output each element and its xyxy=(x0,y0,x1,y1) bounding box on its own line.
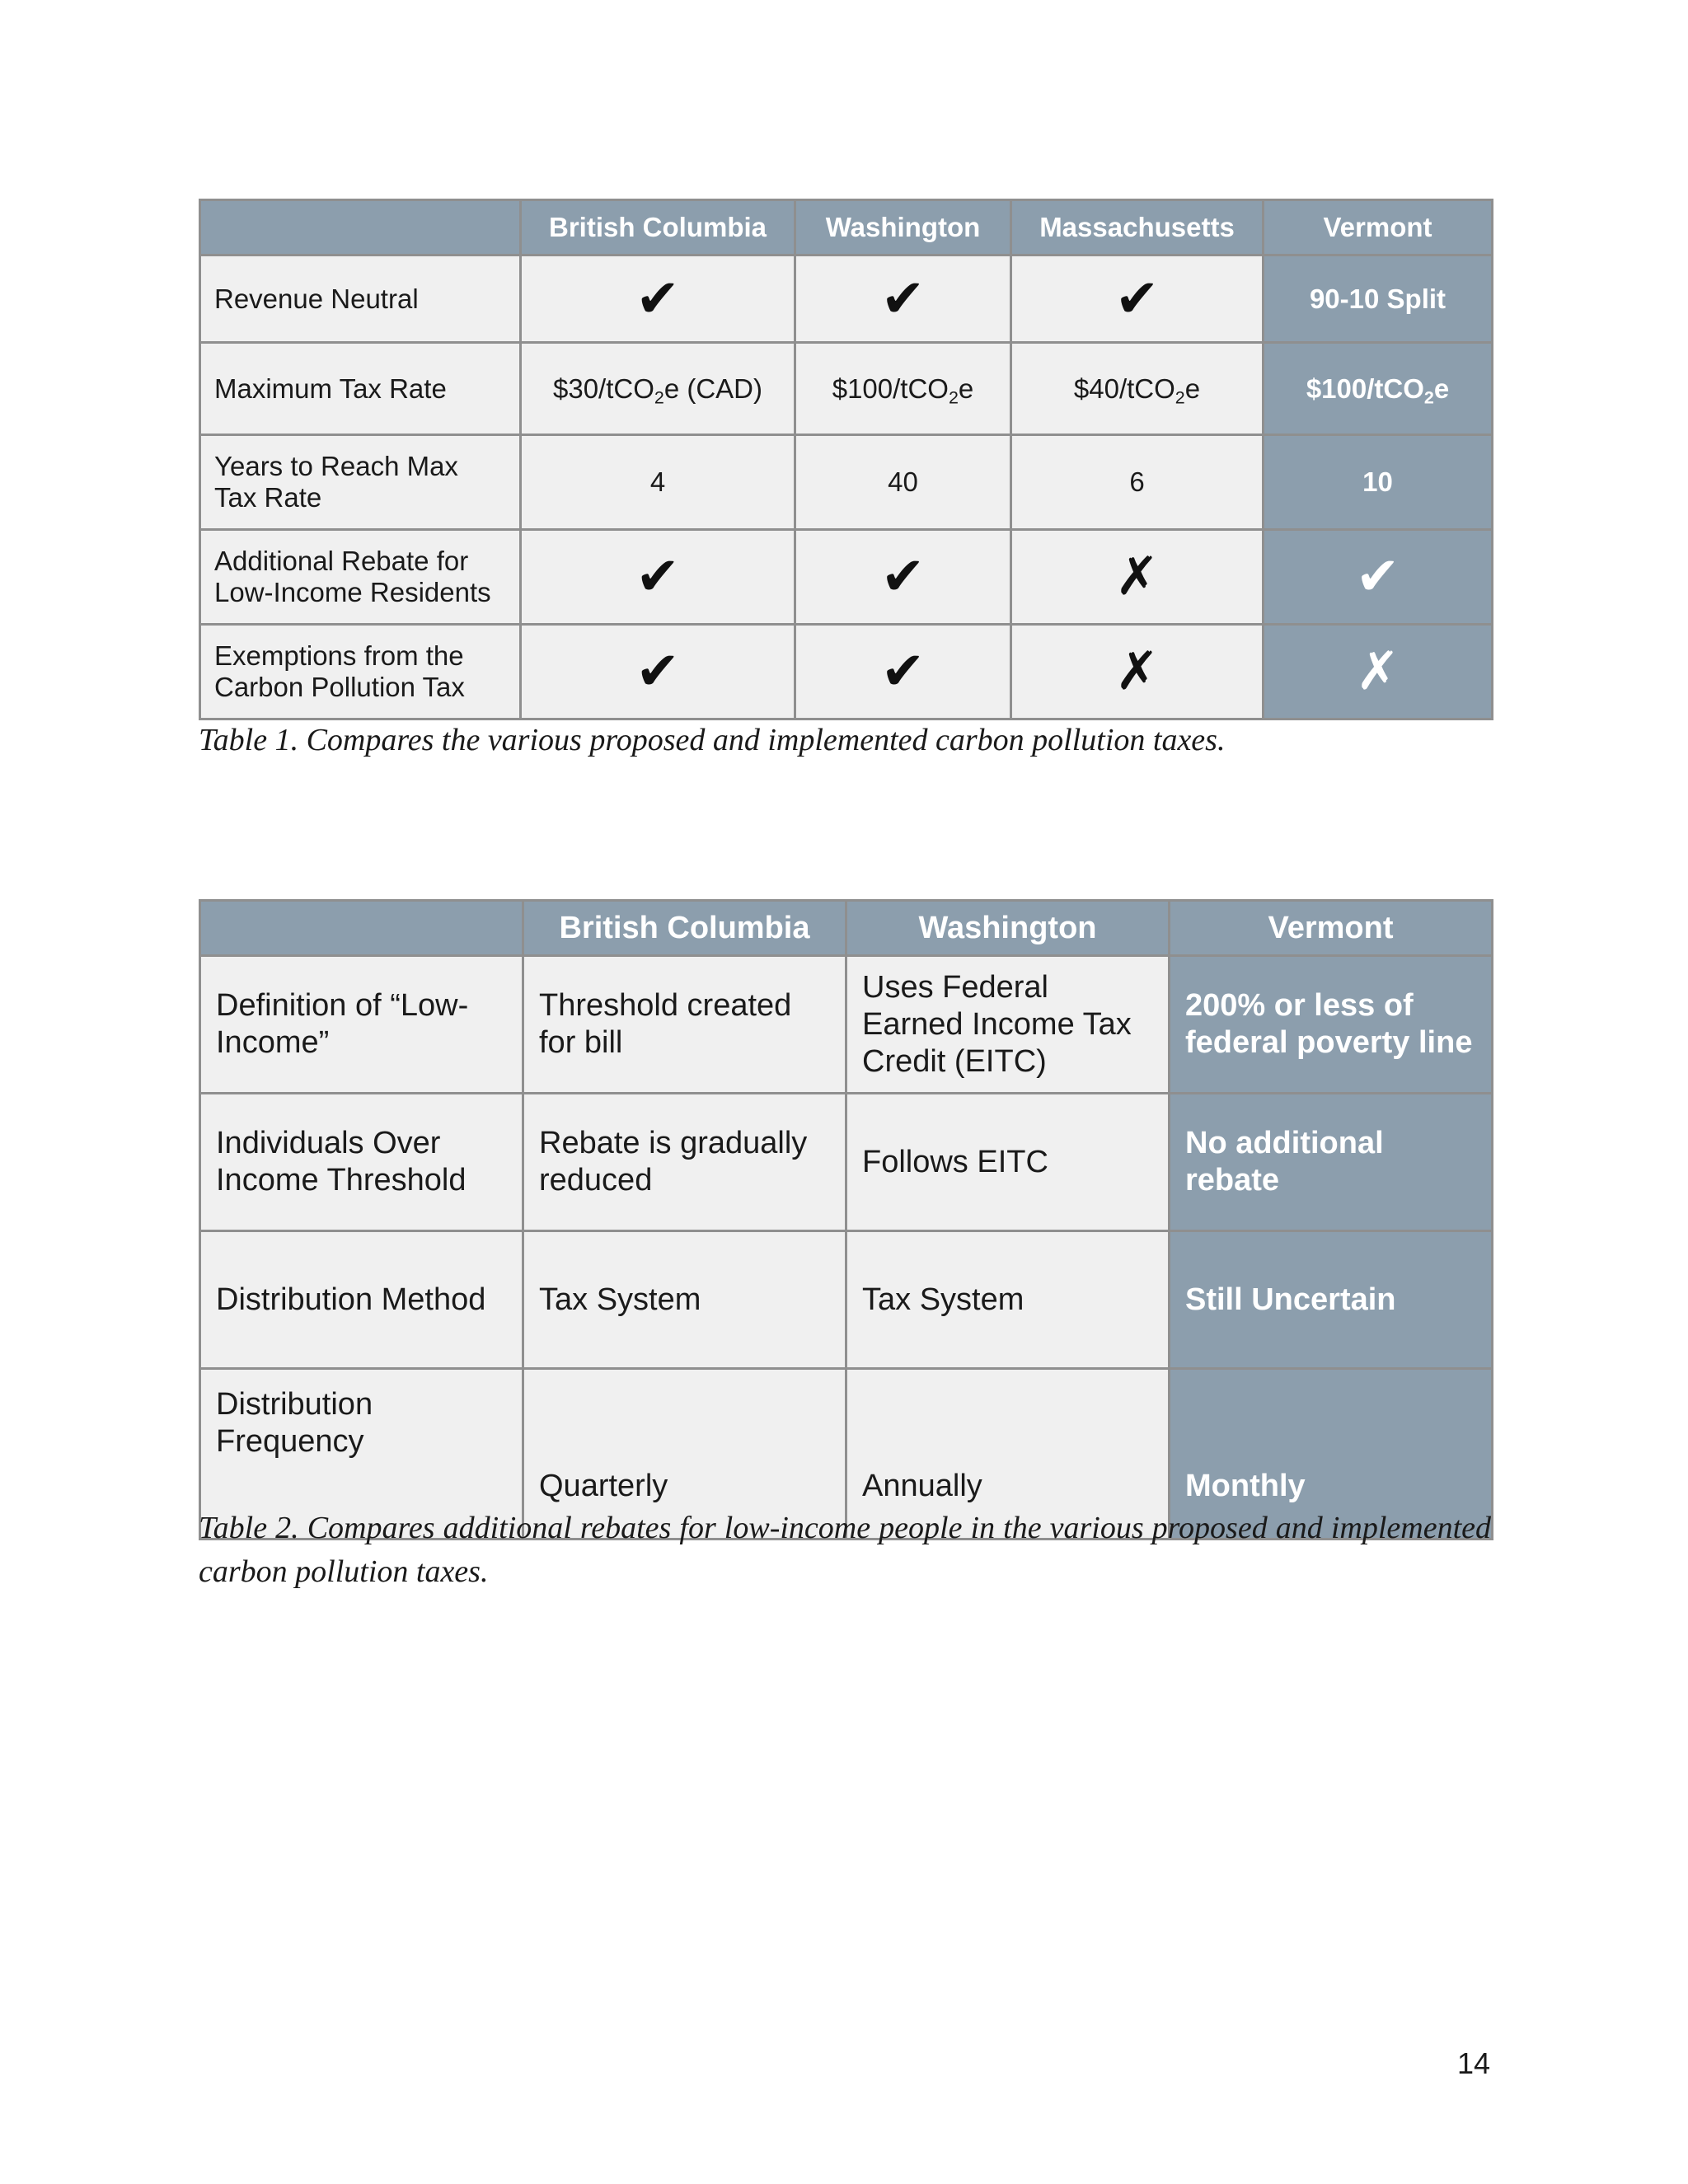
row-label: Definition of “Low- Income” xyxy=(200,956,523,1094)
cell-vermont: 200% or less of federal poverty line xyxy=(1170,956,1493,1094)
cell-massachusetts: 6 xyxy=(1011,435,1264,530)
row-label: Distribution Method xyxy=(200,1231,523,1369)
cell-british-columbia xyxy=(521,255,795,343)
table-row xyxy=(200,255,1493,343)
table-header-row xyxy=(200,901,1493,956)
checkmark-icon: ✔ xyxy=(635,546,680,607)
cell-washington xyxy=(795,530,1011,625)
low-income-rebate-table xyxy=(199,899,1493,1540)
table-row xyxy=(200,956,1493,1094)
cell-vermont: No additional rebate xyxy=(1170,1094,1493,1231)
checkmark-icon: ✔ xyxy=(880,641,926,702)
cell-british-columbia: Threshold created for bill xyxy=(523,956,846,1094)
checkmark-icon: ✔ xyxy=(635,268,680,330)
cell-washington xyxy=(795,255,1011,343)
cell-vermont: Still Uncertain xyxy=(1170,1231,1493,1369)
cell-vermont xyxy=(1264,625,1493,719)
row-label: Exemptions from the Carbon Pollution Tax xyxy=(200,625,521,719)
row-label: Distribution Frequency xyxy=(200,1369,523,1540)
cell-washington: Uses Federal Earned Income Tax Credit (EITC) xyxy=(846,956,1170,1094)
cell-british-columbia: 4 xyxy=(521,435,795,530)
cell-british-columbia: $30/tCO$_2$e (CAD) xyxy=(521,343,795,435)
checkmark-icon: ✔ xyxy=(1355,546,1400,607)
cell-vermont xyxy=(1264,530,1493,625)
cell-vermont: 10 xyxy=(1264,435,1493,530)
cell-british-columbia: Rebate is gradually reduced xyxy=(523,1094,846,1231)
cell-massachusetts: $40/tCO$_2$e xyxy=(1011,343,1264,435)
carbon-tax-comparison-table xyxy=(199,199,1493,720)
cell-british-columbia xyxy=(521,530,795,625)
cross-icon: ✗ xyxy=(1355,641,1400,702)
cell-massachusetts xyxy=(1011,530,1264,625)
table-row xyxy=(200,530,1493,625)
cell-washington: 40 xyxy=(795,435,1011,530)
table-1-caption: Table 1. Compares the various proposed and implemented carbon pollution taxes. xyxy=(199,723,1226,757)
cell-washington: Follows EITC xyxy=(846,1094,1170,1231)
row-label: Additional Rebate for Low-Income Residents xyxy=(200,530,521,625)
checkmark-icon: ✔ xyxy=(880,268,926,330)
cell-british-columbia xyxy=(521,625,795,719)
cell-massachusetts xyxy=(1011,255,1264,343)
header-british-columbia: British Columbia xyxy=(521,200,795,255)
checkmark-icon: ✔ xyxy=(880,546,926,607)
header-washington: Washington xyxy=(846,901,1170,956)
header-vermont: Vermont xyxy=(1170,901,1493,956)
table-row xyxy=(200,343,1493,435)
page-number: 14 xyxy=(1456,2046,1490,2080)
cell-vermont: Monthly xyxy=(1170,1369,1493,1540)
row-label: Revenue Neutral xyxy=(200,255,521,343)
header-british-columbia: British Columbia xyxy=(523,901,846,956)
table-row xyxy=(200,625,1493,719)
cell-washington: Annually xyxy=(846,1369,1170,1540)
row-label: Individuals Over Income Threshold xyxy=(200,1094,523,1231)
checkmark-icon: ✔ xyxy=(635,641,680,702)
table-row xyxy=(200,1231,1493,1369)
row-label: Maximum Tax Rate xyxy=(200,343,521,435)
header-washington: Washington xyxy=(795,200,1011,255)
cell-massachusetts xyxy=(1011,625,1264,719)
cross-icon: ✗ xyxy=(1114,546,1160,607)
cell-british-columbia: Quarterly xyxy=(523,1369,846,1540)
header-blank xyxy=(200,200,521,255)
header-blank xyxy=(200,901,523,956)
header-vermont: Vermont xyxy=(1264,200,1493,255)
cell-british-columbia: Tax System xyxy=(523,1231,846,1369)
cell-vermont: 90-10 Split xyxy=(1264,255,1493,343)
cell-washington xyxy=(795,625,1011,719)
cell-washington: Tax System xyxy=(846,1231,1170,1369)
header-massachusetts: Massachusetts xyxy=(1011,200,1264,255)
cross-icon: ✗ xyxy=(1114,641,1160,702)
table-row xyxy=(200,435,1493,530)
cell-washington: $100/tCO$_2$e xyxy=(795,343,1011,435)
row-label: Years to Reach Max Tax Rate xyxy=(200,435,521,530)
table-header-row xyxy=(200,200,1493,255)
table-2-caption: Table 2. Compares additional rebates for low-income people in the various proposed and implemented carbon pollution taxes. xyxy=(199,1511,1491,1589)
cell-vermont: $100/tCO$_2$e xyxy=(1264,343,1493,435)
checkmark-icon: ✔ xyxy=(1114,268,1160,330)
table-row xyxy=(200,1094,1493,1231)
